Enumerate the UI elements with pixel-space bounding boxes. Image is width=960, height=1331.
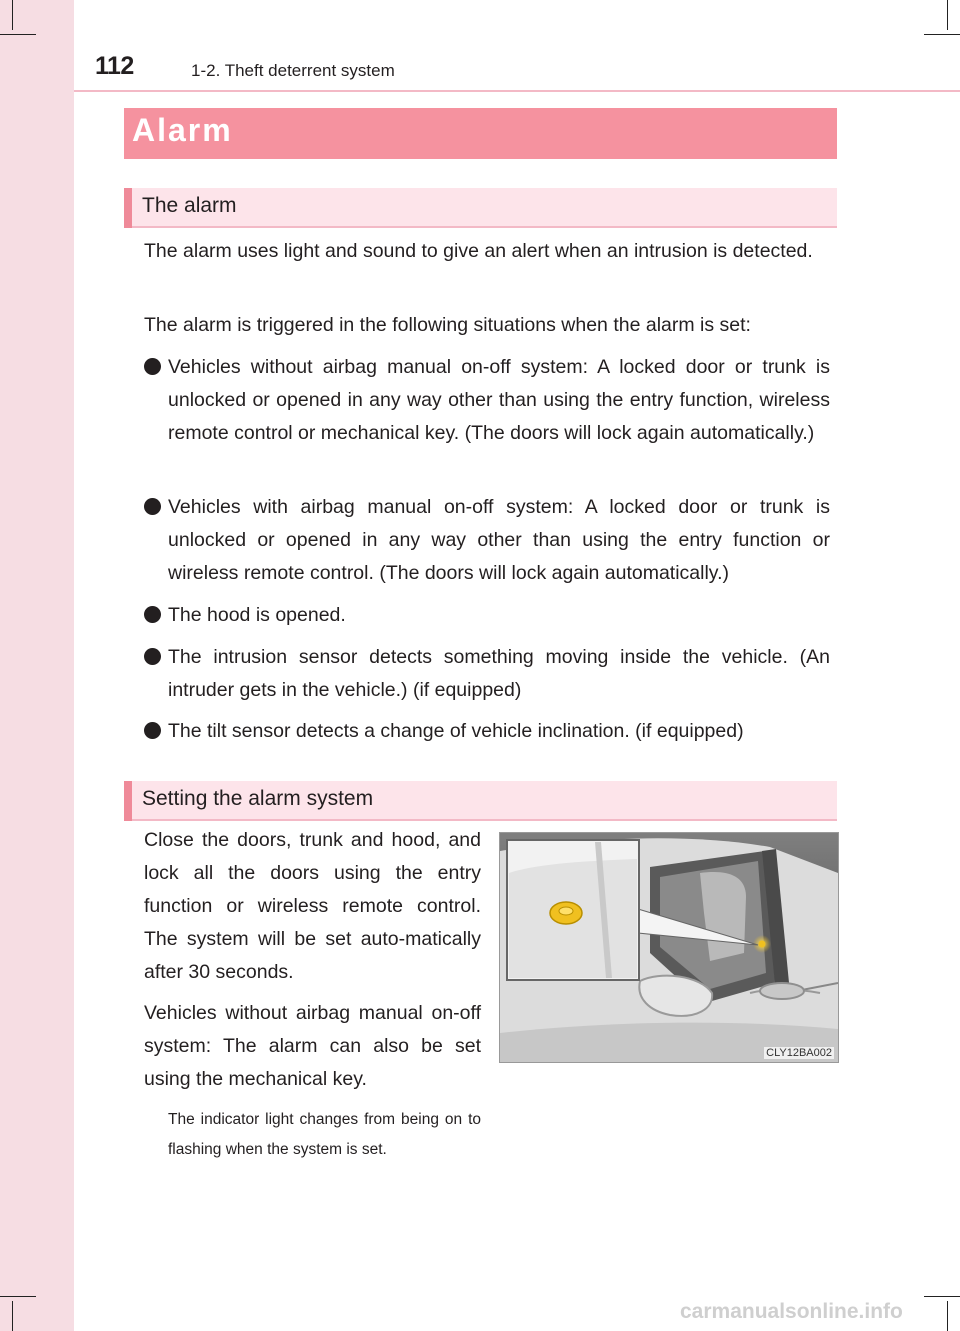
bullet-icon: [144, 606, 161, 623]
indicator-note: The indicator light changes from being on to flashing when the system is set.: [168, 1111, 481, 1158]
mechanical-key-paragraph: Vehicles without airbag manual on-off system: The alarm can also be set using the mechanical key.: [144, 1002, 481, 1090]
list-item: [144, 599, 830, 632]
subheading-the-alarm: [124, 188, 837, 228]
subheading-setting-alarm: [124, 781, 837, 821]
crop-mark: [12, 1301, 13, 1331]
subheading-accent: [124, 188, 132, 228]
list-item-text: The tilt sensor detects a change of vehicle inclination. (if equipped): [168, 720, 744, 742]
subheading-accent: [124, 781, 132, 821]
bullet-icon: [144, 722, 161, 739]
list-item-text: The intrusion sensor detects something moving inside the vehicle. (An intruder gets in the vehicle.) (if equipped): [168, 646, 830, 701]
bullet-icon: [144, 498, 161, 515]
subheading-label: The alarm: [142, 194, 237, 217]
side-margin-band: [0, 0, 74, 1331]
intro-paragraph: The alarm uses light and sound to give an alert when an intrusion is detected.: [144, 240, 813, 262]
figure-code: CLY12BA002: [766, 1047, 832, 1059]
list-item: [144, 715, 830, 748]
page-number: 112: [95, 52, 134, 80]
page-title-bar: [124, 108, 837, 159]
crop-mark: [947, 1301, 948, 1331]
crop-mark: [0, 1296, 36, 1297]
page-title: Alarm: [132, 112, 233, 148]
car-interior-illustration: [499, 832, 839, 1063]
list-item: [144, 641, 830, 707]
section-breadcrumb: 1-2. Theft deterrent system: [191, 61, 395, 80]
list-item: [144, 351, 830, 450]
list-item-text: The hood is opened.: [168, 604, 346, 626]
crop-mark: [924, 1296, 960, 1297]
list-item-text: Vehicles with airbag manual on-off system: A locked door or trunk is unlocked or opened in any way other than using the entry function or wireless remote control. (The doors will lock again automatically.): [168, 496, 830, 584]
crop-mark: [947, 0, 948, 30]
list-item-text: Vehicles without airbag manual on-off system: A locked door or trunk is unlocked or opened in any way other than using the entry function, wireless remote control or mechanical key. (The doors will lock again automatically.): [168, 356, 830, 444]
bullet-icon: [144, 358, 161, 375]
setting-paragraph: Close the doors, trunk and hood, and lock all the doors using the entry function or wireless remote control. The system will be set auto-matically after 30 seconds.: [144, 829, 481, 983]
crop-mark: [12, 0, 13, 30]
illustration-graphic: [500, 833, 838, 1062]
subheading-label: Setting the alarm system: [142, 787, 374, 810]
header-rule: [74, 90, 960, 92]
crop-mark: [924, 34, 960, 35]
trigger-intro: The alarm is triggered in the following situations when the alarm is set:: [144, 314, 751, 336]
watermark: carmanualsonline.info: [680, 1300, 903, 1323]
list-item: [144, 491, 830, 590]
crop-mark: [0, 34, 36, 35]
bullet-icon: [144, 648, 161, 665]
